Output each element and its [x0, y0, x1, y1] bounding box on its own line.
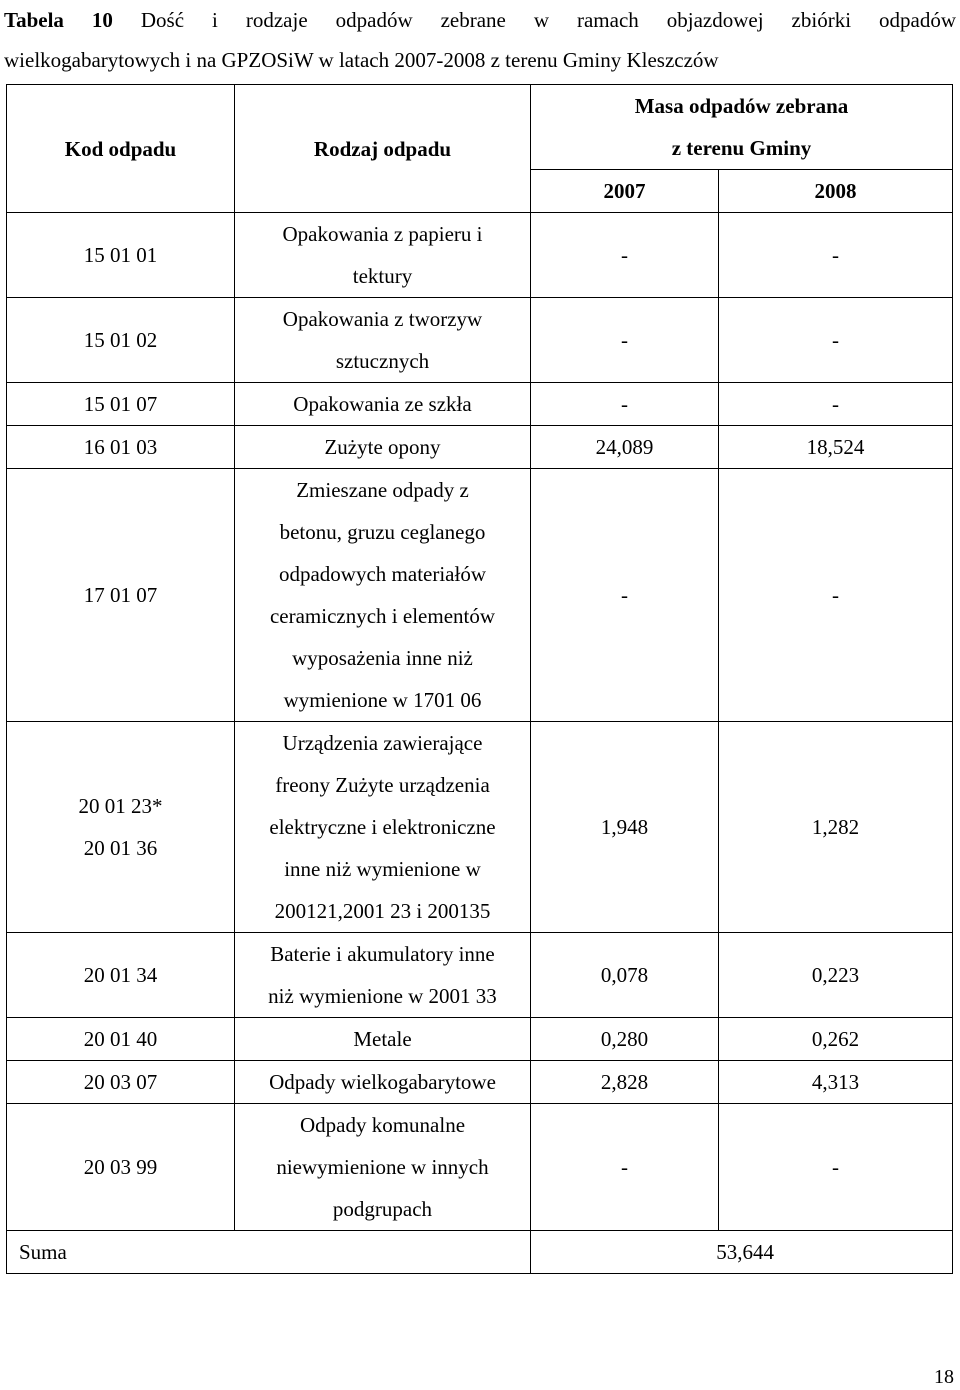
type-cell-line: niż wymienione w 2001 33 — [268, 984, 497, 1008]
type-cell — [235, 1061, 531, 1104]
code-cell-line: 17 01 07 — [83, 583, 158, 607]
type-cell — [235, 426, 531, 469]
type-cell-line: Metale — [353, 1027, 412, 1051]
code-cell-line: 20 03 99 — [83, 1155, 158, 1179]
table-row — [7, 426, 953, 469]
code-cell — [7, 426, 235, 469]
code-cell-line: 20 03 07 — [83, 1070, 158, 1094]
code-cell-line: 15 01 02 — [83, 328, 158, 352]
value-2008-cell: - — [719, 213, 953, 298]
header-mass-line2: z terenu Gminy — [671, 136, 812, 160]
code-cell — [7, 213, 235, 298]
caption-label: Tabela 10 — [4, 8, 113, 32]
header-mass — [531, 85, 953, 170]
sum-label: Suma — [7, 1231, 531, 1274]
header-code: Kod odpadu — [7, 85, 235, 213]
table-row — [7, 1061, 953, 1104]
code-cell-line: 20 01 36 — [83, 836, 158, 860]
value-2007-cell: 0,280 — [531, 1018, 719, 1061]
type-cell-line: tektury — [352, 264, 413, 288]
type-cell-line: Baterie i akumulatory inne — [270, 942, 495, 966]
type-cell-line: odpadowych materiałów — [278, 562, 487, 586]
value-2008-cell: 0,223 — [719, 933, 953, 1018]
value-2008-cell: 1,282 — [719, 722, 953, 933]
value-2008-cell: 4,313 — [719, 1061, 953, 1104]
type-cell — [235, 722, 531, 933]
type-cell — [235, 383, 531, 426]
code-cell — [7, 1104, 235, 1231]
type-cell-line: Opakowania z tworzyw — [282, 307, 483, 331]
code-cell-line: 20 01 34 — [83, 963, 158, 987]
type-cell-line: freony Zużyte urządzenia — [275, 773, 490, 797]
type-cell-line: wymienione w 1701 06 — [283, 688, 482, 712]
code-cell — [7, 469, 235, 722]
table-row — [7, 1018, 953, 1061]
code-cell-line: 20 01 40 — [83, 1027, 158, 1051]
code-cell-line: 15 01 01 — [83, 243, 158, 267]
value-2007-cell: 0,078 — [531, 933, 719, 1018]
table-row — [7, 469, 953, 722]
value-2007-cell: - — [531, 1104, 719, 1231]
type-cell — [235, 933, 531, 1018]
table-row — [7, 933, 953, 1018]
header-year-2008: 2008 — [719, 170, 953, 213]
type-cell-line: podgrupach — [332, 1197, 433, 1221]
type-cell — [235, 1018, 531, 1061]
table-caption — [4, 0, 956, 80]
code-cell — [7, 383, 235, 426]
type-cell — [235, 1104, 531, 1231]
code-cell — [7, 722, 235, 933]
value-2008-cell: - — [719, 1104, 953, 1231]
caption-text-line2: wielkogabarytowych i na GPZOSiW w latach 2007-2008 z terenu Gminy Kleszczów — [4, 48, 719, 72]
code-cell — [7, 298, 235, 383]
type-cell-line: Odpady wielkogabarytowe — [269, 1070, 496, 1094]
value-2008-cell: 0,262 — [719, 1018, 953, 1061]
sum-value: 53,644 — [531, 1231, 953, 1274]
code-cell-line: 20 01 23* — [78, 794, 163, 818]
value-2007-cell: 2,828 — [531, 1061, 719, 1104]
type-cell — [235, 213, 531, 298]
value-2008-cell: - — [719, 298, 953, 383]
header-mass-line1: Masa odpadów zebrana — [634, 94, 849, 118]
value-2008-cell: - — [719, 469, 953, 722]
type-cell-line: wyposażenia inne niż — [292, 646, 473, 670]
type-cell-line: Opakowania z papieru i — [282, 222, 483, 246]
table-row — [7, 1104, 953, 1231]
type-cell-line: elektryczne i elektroniczne — [269, 815, 496, 839]
value-2007-cell: - — [531, 213, 719, 298]
type-cell-line: sztucznych — [335, 349, 430, 373]
type-cell-line: Zużyte opony — [324, 435, 441, 459]
table-row — [7, 722, 953, 933]
header-year-2007: 2007 — [531, 170, 719, 213]
waste-table — [6, 84, 953, 1274]
value-2007-cell: 24,089 — [531, 426, 719, 469]
code-cell — [7, 933, 235, 1018]
table-row — [7, 213, 953, 298]
type-cell-line: Urządzenia zawierające — [282, 731, 483, 755]
type-cell — [235, 469, 531, 722]
value-2008-cell: - — [719, 383, 953, 426]
code-cell — [7, 1061, 235, 1104]
header-type: Rodzaj odpadu — [235, 85, 531, 213]
type-cell-line: Zmieszane odpady z — [296, 478, 469, 502]
code-cell-line: 15 01 07 — [83, 392, 158, 416]
type-cell-line: Opakowania ze szkła — [293, 392, 472, 416]
value-2007-cell: - — [531, 298, 719, 383]
table-row — [7, 298, 953, 383]
type-cell-line: niewymienione w innych — [276, 1155, 489, 1179]
value-2007-cell: 1,948 — [531, 722, 719, 933]
code-cell-line: 16 01 03 — [83, 435, 158, 459]
value-2007-cell: - — [531, 469, 719, 722]
type-cell-line: 200121,2001 23 i 200135 — [274, 899, 491, 923]
type-cell — [235, 298, 531, 383]
value-2008-cell: 18,524 — [719, 426, 953, 469]
type-cell-line: Odpady komunalne — [299, 1113, 466, 1137]
caption-text-line1: Dość i rodzaje odpadów zebrane w ramach objazdowej zbiórki odpadów — [140, 8, 956, 32]
value-2007-cell: - — [531, 383, 719, 426]
table-row — [7, 383, 953, 426]
type-cell-line: ceramicznych i elementów — [269, 604, 496, 628]
type-cell-line: betonu, gruzu ceglanego — [279, 520, 486, 544]
type-cell-line: inne niż wymienione w — [284, 857, 481, 881]
code-cell — [7, 1018, 235, 1061]
page-number: 18 — [934, 1366, 954, 1388]
